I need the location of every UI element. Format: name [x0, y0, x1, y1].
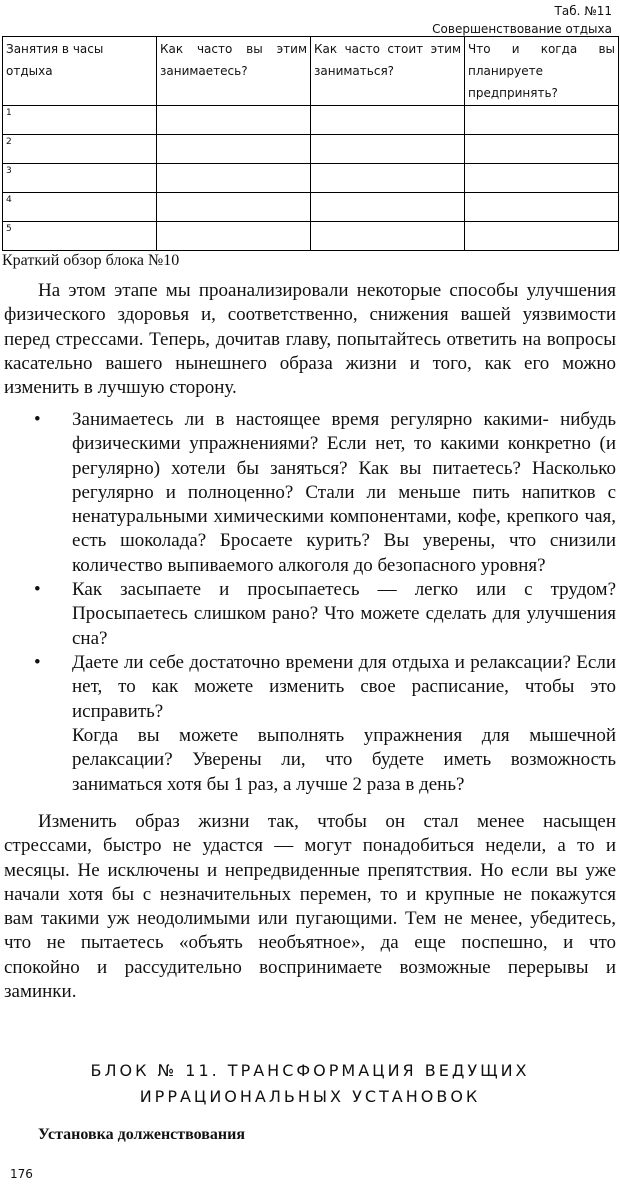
table-cell: [465, 193, 619, 222]
summary-heading: Краткий обзор блока №10: [2, 252, 180, 269]
table-cell: [311, 193, 465, 222]
rest-improvement-table: [2, 36, 619, 251]
table-row: [3, 193, 619, 222]
column-header: Что и когда вы планируете предпринять?: [465, 37, 619, 106]
table-number: Таб. №11: [554, 4, 612, 18]
bullet-item: [4, 578, 616, 650]
paragraph-line: заминки.: [4, 981, 77, 1003]
paragraph-line: вам такими уж неодолимыми или пугающими. Тем не менее, убедитесь,: [4, 908, 616, 930]
row-number: 5: [3, 222, 157, 251]
bullet-item: [4, 651, 616, 723]
section-subheading: Установка долженствования: [38, 1126, 246, 1143]
table-title: Совершенствование отдыха: [432, 22, 612, 36]
page-number: 176: [10, 1167, 33, 1181]
column-header: Занятия в часы отдыха: [3, 37, 157, 106]
table-cell: [157, 193, 311, 222]
row-number: 2: [3, 135, 157, 164]
table-header-row: [3, 37, 619, 106]
column-header: Как часто вы этим занимаетесь?: [157, 37, 311, 106]
bullet-text: Даете ли себе достаточно времени для отдыха и релаксации? Если нет, то как можете изменить свое расписание, чтобы это исправить?: [72, 652, 616, 722]
bullet-marker: •: [34, 652, 41, 673]
table-cell: [465, 164, 619, 193]
column-header: Как часто стоит этим заниматься?: [311, 37, 465, 106]
paragraph-line: Изменить образ жизни так, чтобы он стал менее насыщен: [38, 811, 616, 832]
row-number: 3: [3, 164, 157, 193]
table-cell: [157, 106, 311, 135]
table-cell: [157, 222, 311, 251]
table-row: [3, 164, 619, 193]
intro-paragraph: На этом этапе мы проанализировали некоторые способы улучшения физического здоровья и, соответственно, снижения вашей уязвимости перед стрессами. Теперь, дочитав главу, попытайтесь ответить на вопросы касательно вашего нынешнего образа жизни и того, как его можно изменить в лучшую сторону.: [4, 280, 616, 399]
table-cell: [311, 164, 465, 193]
bullet-text: Как засыпаете и просыпаетесь — легко или с трудом? Просыпаетесь слишком рано? Что можете сделать для улучшения сна?: [72, 579, 616, 649]
bullet-marker: •: [34, 409, 41, 430]
row-number: 4: [3, 193, 157, 222]
table-cell: [311, 106, 465, 135]
table-row: [3, 106, 619, 135]
bullet-item: [4, 408, 616, 600]
paragraph-line: месяцы. Не исключены и непредвиденные препятствия. Но если вы уже: [4, 859, 616, 881]
table-cell: [311, 135, 465, 164]
table-row: [3, 135, 619, 164]
table-cell: [465, 135, 619, 164]
table-cell: [157, 164, 311, 193]
bullet-text: Занимаетесь ли в настоящее время регулярно какими- нибудь физическими упражнениями? Если нет, то какими конкретно (и регулярно) хотели бы заняться? Как вы питаетесь? Насколько регулярно и полноценно? Стали ли меньше пить напитков с ненатуральными химическими компонентами, кофе, крепкого чая, есть шоколада? Бросаете курить? Вы уверены, что снизили количество выпиваемого алкоголя до безопасного уровня?: [72, 409, 616, 576]
table-cell: [465, 106, 619, 135]
bullet-continuation-text: Когда вы можете выполнять упражнения для мышечной релаксации? Уверены ли, что будете иметь возможность заниматься хотя бы 1 раз, а лучше 2 раза в день?: [72, 725, 616, 795]
table-cell: [311, 222, 465, 251]
table-row: [3, 222, 619, 251]
block-title-line-2: ИРРАЦИОНАЛЬНЫХ УСТАНОВОК: [139, 1087, 481, 1106]
table-cell: [465, 222, 619, 251]
block-title-line-1: БЛОК № 11. ТРАНСФОРМАЦИЯ ВЕДУЩИХ: [90, 1061, 530, 1080]
paragraph-line: что не пытаетесь «объять необъятное», да еще поспешно, и что: [4, 932, 616, 954]
bullet-continuation: [4, 724, 616, 796]
table-cell: [157, 135, 311, 164]
row-number: 1: [3, 106, 157, 135]
closing-paragraph: [4, 810, 616, 1004]
paragraph-line: стрессами, быстро не удастся — могут понадобиться недели, а то и: [4, 835, 616, 857]
bullet-marker: •: [34, 579, 41, 600]
paragraph-line: начали хотя бы с незначительных перемен, то и крупные не покажутся: [4, 883, 616, 905]
paragraph-line: спокойно и рассудительно воспринимаете возможные перерывы и: [4, 956, 616, 978]
